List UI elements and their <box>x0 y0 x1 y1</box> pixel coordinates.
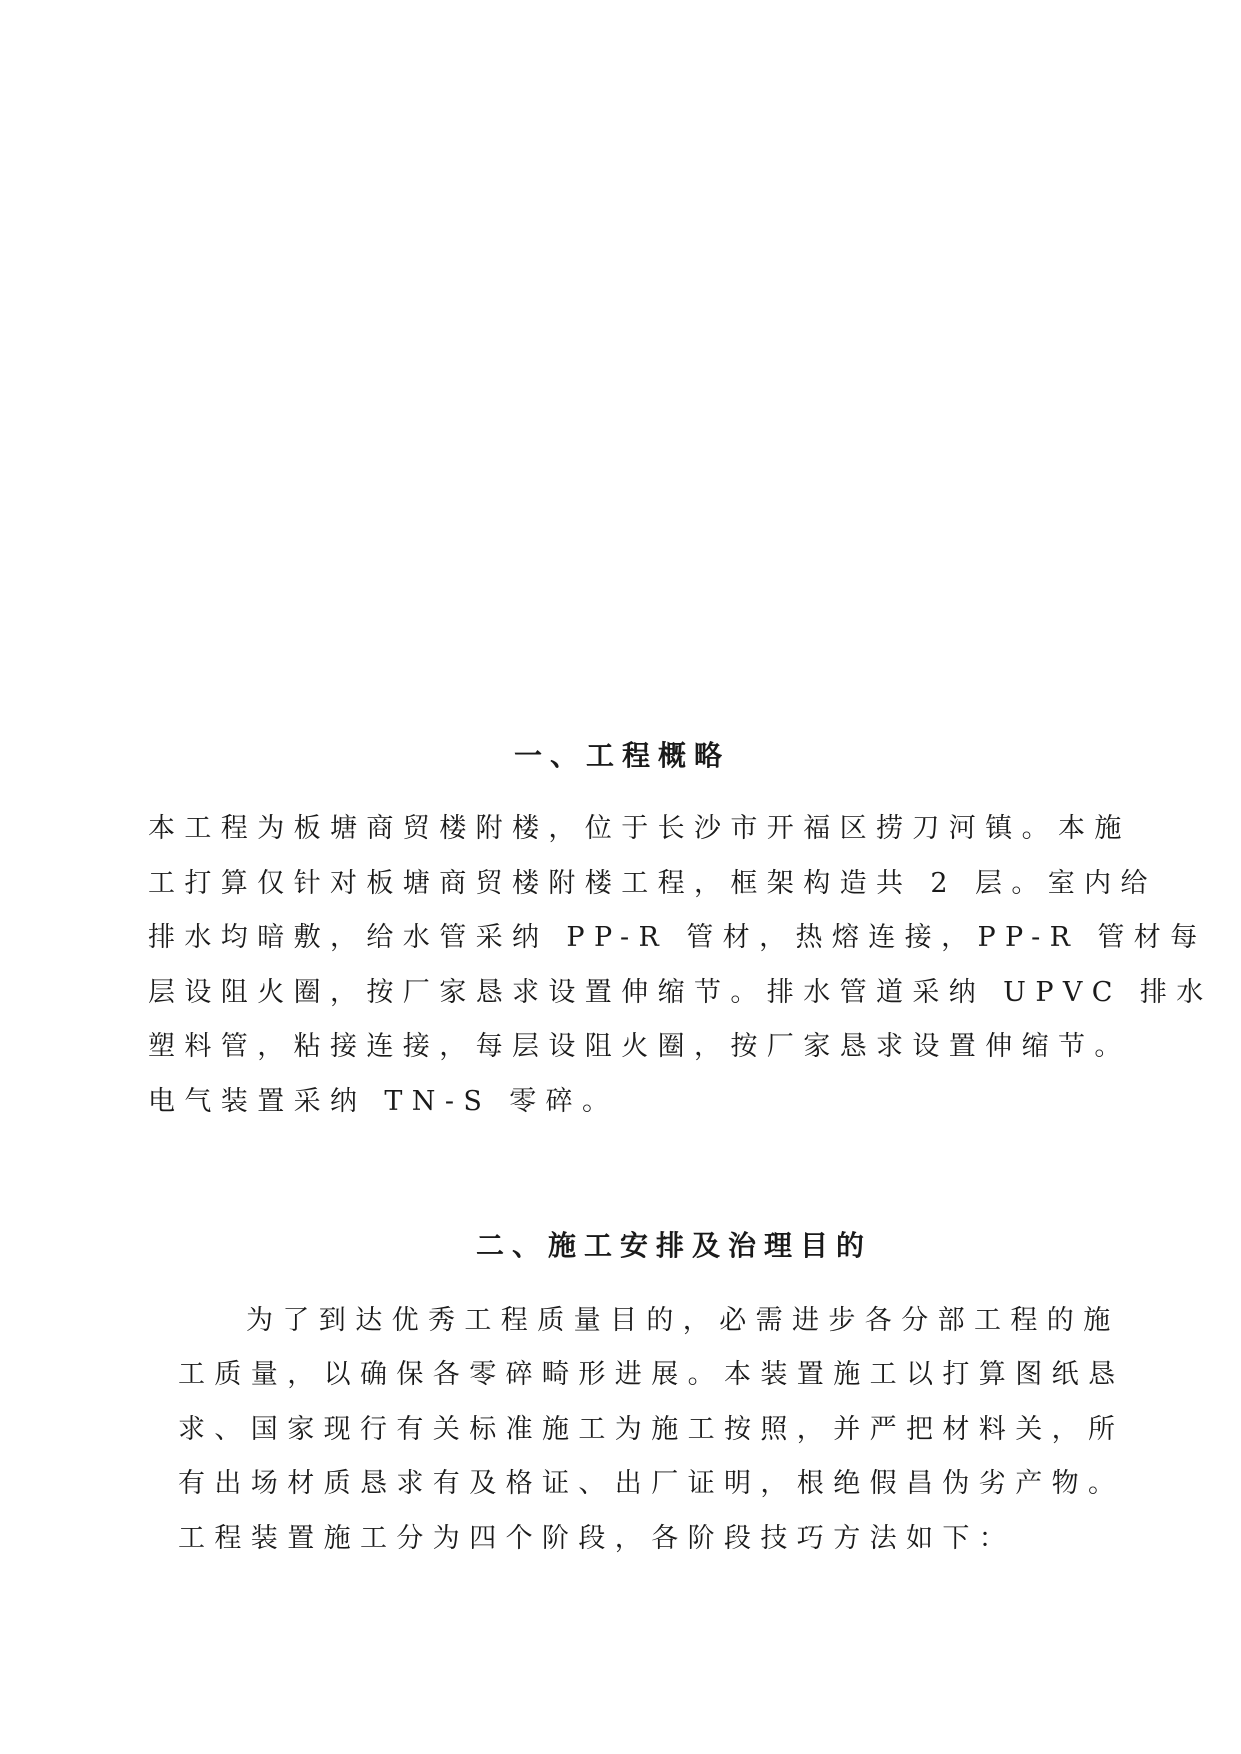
section-2-line-5: 工程装置施工分为四个阶段，各阶段技巧方法如下： <box>178 1523 1016 1554</box>
section-2-line-2: 工质量，以确保各零碎畸形进展。本装置施工以打算图纸恳 <box>178 1359 1125 1390</box>
section-2-heading: 二、施工安排及治理目的 <box>476 1229 873 1262</box>
section-2-line-3: 求、国家现行有关标准施工为施工按照，并严把材料关，所 <box>178 1414 1125 1445</box>
section-1-line-6: 电气装置采纳 TN-S 零碎。 <box>148 1086 619 1117</box>
section-1-line-2: 工打算仅针对板塘商贸楼附楼工程，框架构造共 2 层。室内给 <box>148 868 1157 899</box>
section-1-line-3: 排水均暗敷，给水管采纳 PP-R 管材，热熔连接，PP-R 管材每 <box>148 922 1207 953</box>
section-1-line-4: 层设阻火圈，按厂家恳求设置伸缩节。排水管道采纳 UPVC 排水 <box>148 977 1213 1008</box>
section-1-line-1: 本工程为板塘商贸楼附楼，位于长沙市开福区捞刀河镇。本施 <box>148 813 1131 844</box>
section-1-heading: 一、工程概略 <box>514 739 731 772</box>
section-2-line-1: 为了到达优秀工程质量目的，必需进步各分部工程的施 <box>246 1305 1120 1336</box>
section-1-line-5: 塑料管，粘接连接，每层设阻火圈，按厂家恳求设置伸缩节。 <box>148 1031 1131 1062</box>
section-2-line-4: 有出场材质恳求有及格证、出厂证明，根绝假昌伪劣产物。 <box>178 1468 1125 1499</box>
